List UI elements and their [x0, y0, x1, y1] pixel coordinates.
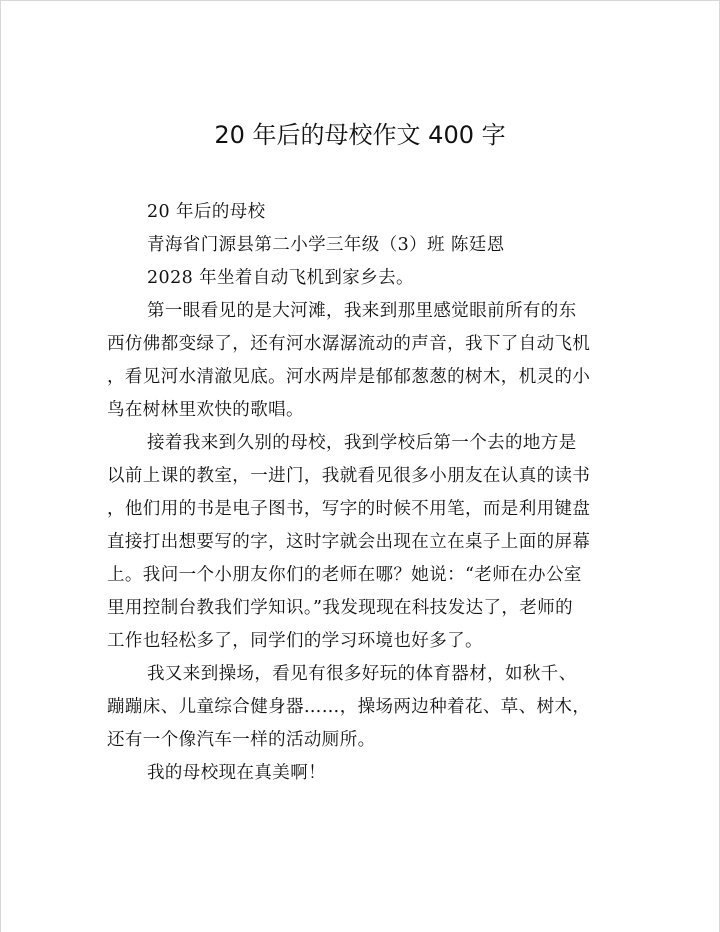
text-line: 以前上课的教室，一进门，我就看见很多小朋友在认真的读书	[107, 466, 591, 486]
text-line: 里用控制台教我们学知识。”我发现现在科技发达了，老师的	[107, 598, 573, 618]
paragraph-author	[107, 229, 615, 262]
paragraph-closing	[107, 757, 615, 790]
paragraph-subtitle	[107, 196, 615, 229]
text-line: 2028 年坐着自动飞机到家乡去。	[147, 268, 414, 288]
text-line: 西仿佛都变绿了，还有河水潺潺流动的声音，我下了自动飞机	[107, 334, 591, 354]
document-title: 20 年后的母校作文 400 字	[214, 121, 506, 149]
text-line: ，他们用的书是电子图书，写字的时候不用笔，而是利用键盘	[107, 499, 591, 519]
text-line: 上。我问一个小朋友你们的老师在哪？她说：“老师在办公室	[107, 565, 582, 585]
text-line: 20 年后的母校	[147, 202, 266, 222]
text-line: 鸟在树林里欢快的歌唱。	[107, 400, 304, 420]
text-line: 还有一个像汽车一样的活动厕所。	[107, 730, 376, 750]
text-line: 直接打出想要写的字，这时字就会出现在立在桌子上面的屏幕	[107, 532, 591, 552]
text-line: 第一眼看见的是大河滩，我来到那里感觉眼前所有的东	[147, 301, 577, 321]
text-line: 我又来到操场，看见有很多好玩的体育器材，如秋千、	[147, 664, 577, 684]
text-line: 青海省门源县第二小学三年级（3）班 陈廷恩	[147, 235, 505, 255]
paragraph-river	[107, 295, 615, 427]
document-body	[107, 196, 615, 790]
text-line: ，看见河水清澈见底。河水两岸是郁郁葱葱的树木，机灵的小	[107, 367, 591, 387]
text-line: 工作也轻松多了，同学们的学习环境也好多了。	[107, 631, 483, 651]
text-line: 我的母校现在真美啊！	[147, 763, 326, 783]
paragraph-opening	[107, 262, 615, 295]
page-border-top	[0, 0, 720, 1]
text-line: 蹦蹦床、儿童综合健身器……，操场两边种着花、草、树木，	[107, 697, 591, 717]
paragraph-playground	[107, 658, 615, 757]
paragraph-classroom	[107, 427, 615, 658]
text-line: 接着我来到久别的母校，我到学校后第一个去的地方是	[147, 433, 577, 453]
